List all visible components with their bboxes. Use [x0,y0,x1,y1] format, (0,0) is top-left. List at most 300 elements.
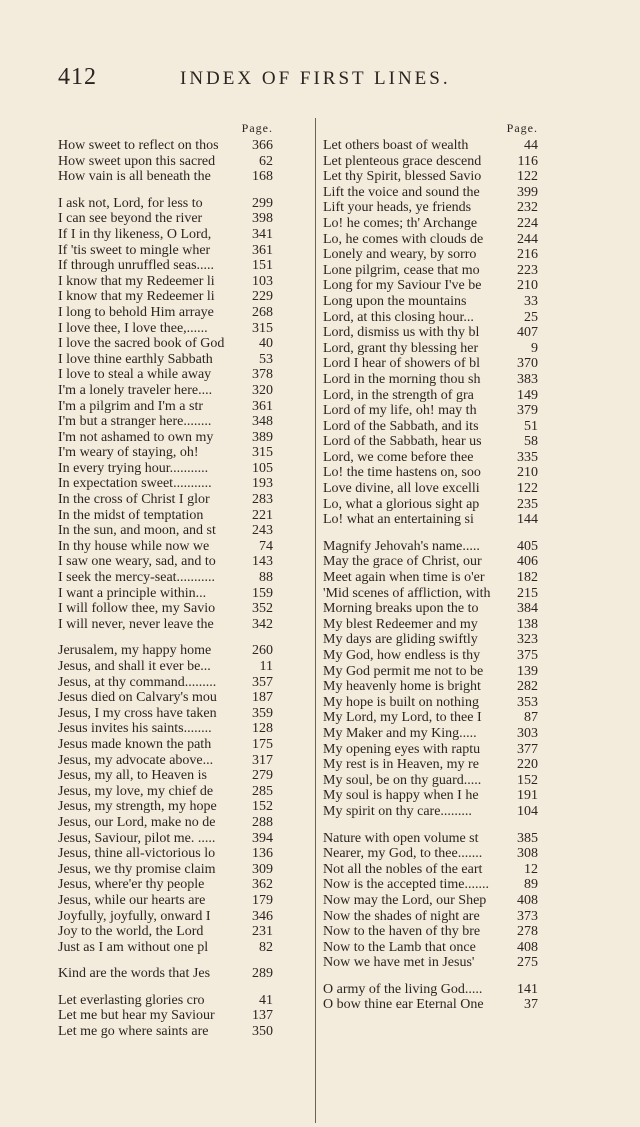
page-reference: 87 [524,710,538,726]
first-line-text: Lord of the Sabbath, and its [323,418,479,434]
index-entry [58,924,273,940]
index-entry [58,877,273,893]
index-entry [58,893,273,909]
first-line-text: Joyfully, joyfully, onward I [58,908,211,924]
first-line-text: Let plenteous grace descend [323,153,482,169]
first-line-text: My spirit on thy care......... [323,803,472,819]
index-entry [323,586,538,602]
page-reference: 315 [252,445,273,461]
page-reference: 51 [524,418,538,434]
page-reference: 379 [517,403,538,419]
page-reference: 283 [252,492,273,508]
letter-group [58,643,273,955]
index-entry [323,247,538,263]
first-line-text: Lord I hear of showers of bl [323,356,481,372]
page-reference: 187 [252,690,273,706]
page-reference: 394 [252,830,273,846]
index-entry [58,1024,273,1040]
first-line-text: Jesus, at thy command......... [58,674,217,690]
page-reference: 104 [517,803,538,819]
first-line-text: Lord, grant thy blessing her [323,340,479,356]
index-entry [323,169,538,185]
index-entry [323,955,538,971]
first-line-text: How sweet to reflect on thos [58,138,219,153]
first-line-text: Just as I am without one pl [58,939,209,955]
page-reference: 139 [517,663,538,679]
page-reference: 244 [517,231,538,247]
first-line-text: Let thy Spirit, blessed Savio [323,169,482,185]
first-line-text: My blest Redeemer and my [323,616,478,632]
index-entry [58,154,273,170]
page-reference: 182 [517,570,538,586]
page-reference: 25 [524,309,538,325]
index-entry [58,617,273,633]
first-line-text: Jesus, my strength, my hope [58,799,217,815]
page-reference: 221 [252,507,273,523]
page-reference: 373 [517,908,538,924]
page-reference: 353 [517,694,538,710]
index-entry [58,138,273,154]
first-line-text: My heavenly home is bright [323,679,481,695]
first-line-text: My Maker and my King..... [323,725,477,741]
page-reference: 320 [252,382,273,398]
page-reference: 11 [259,659,273,674]
first-line-text: Let me go where saints are [58,1024,209,1040]
page-reference: 385 [517,830,538,846]
page-reference: 268 [252,304,273,320]
first-line-text: I know that my Redeemer li [58,273,215,289]
index-entry [323,710,538,726]
first-line-text: Lord, we come before thee [323,449,474,465]
page-reference: 223 [517,262,538,278]
first-line-text: Jesus, my all, to Heaven is [58,768,207,784]
first-line-text: O bow thine ear Eternal One [323,997,484,1013]
page-reference: 303 [517,725,538,741]
first-line-text: In the sun, and moon, and st [58,523,216,539]
first-line-text: My rest is in Heaven, my re [323,757,479,773]
page-reference: 405 [517,538,538,554]
index-entry [58,274,273,290]
page-reference: 122 [517,481,538,497]
index-entry [323,434,538,450]
index-entry [58,554,273,570]
first-line-text: I'm but a stranger here........ [58,414,212,430]
first-line-text: Now to the Lamb that once [323,939,476,955]
index-entry [58,321,273,337]
page-reference: 152 [517,772,538,788]
page-reference: 275 [517,955,538,971]
first-line-text: My soul, be on thy guard..... [323,772,482,788]
page-reference: 12 [524,861,538,877]
first-line-text: Lo! what an entertaining si [323,512,474,528]
page-reference: 315 [252,320,273,336]
index-entry [58,169,273,185]
index-entry [58,862,273,878]
index-entry [323,924,538,940]
page-reference: 299 [252,195,273,211]
first-line-text: How vain is all beneath the [58,169,211,185]
index-entry [323,512,538,528]
first-line-text: Lord, dismiss us with thy bl [323,325,480,341]
page-reference: 175 [252,736,273,752]
index-entry [323,419,538,435]
first-line-text: In the midst of temptation [58,507,204,523]
first-line-text: Magnify Jehovah's name..... [323,538,480,554]
page-reference: 278 [517,924,538,940]
first-line-text: I ask not, Lord, for less to [58,195,203,211]
index-entry [323,138,538,154]
page-reference: 317 [252,752,273,768]
index-entry [58,799,273,815]
index-entry [58,196,273,212]
page-reference: 216 [517,247,538,263]
page-reference: 399 [517,184,538,200]
first-line-text: If 'tis sweet to mingle wher [58,242,211,258]
first-line-text: Not all the nobles of the eart [323,861,483,877]
page-reference: 377 [517,741,538,757]
index-entry [323,539,538,555]
index-entry [323,788,538,804]
column-divider [315,118,316,1123]
first-line-text: Let me but hear my Saviour [58,1008,215,1024]
page-reference: 62 [259,153,273,169]
page-reference: 285 [252,783,273,799]
page-reference: 375 [517,648,538,663]
first-line-text: I love the sacred book of God [58,336,225,352]
index-entry [323,601,538,617]
index-entry [58,399,273,415]
index-entry [58,461,273,477]
page-reference: 406 [517,554,538,570]
page-reference: 41 [259,992,273,1008]
first-line-text: I love thee, I love thee,...... [58,320,208,336]
page-reference: 159 [252,585,273,601]
first-line-text: I know that my Redeemer li [58,289,215,305]
page-reference: 366 [252,138,273,153]
letter-group [323,138,538,528]
first-line-text: I'm a lonely traveler here.... [58,382,213,398]
first-line-text: Jesus, while our hearts are [58,892,206,908]
first-line-text: My days are gliding swiftly [323,632,478,648]
page-reference: 74 [259,538,273,554]
page-reference: 378 [252,367,273,383]
first-line-text: In the cross of Christ I glor [58,492,210,508]
index-entry [58,831,273,847]
letter-group [323,831,538,971]
page-reference: 231 [252,924,273,940]
index-entry [323,450,538,466]
index-entry [58,570,273,586]
page-reference: 116 [517,153,538,169]
index-entry [58,367,273,383]
index-entry [323,664,538,680]
page-reference: 152 [252,799,273,815]
index-entry [323,388,538,404]
page-reference: 215 [517,585,538,601]
page-reference: 33 [524,293,538,309]
page-reference: 143 [252,554,273,570]
index-entry [323,278,538,294]
page-reference: 383 [517,371,538,387]
page-reference: 389 [252,429,273,445]
first-line-text: My God, how endless is thy [323,648,481,663]
first-line-text: I can see beyond the river [58,211,203,227]
page-number: 412 [58,64,97,90]
index-entry [323,356,538,372]
letter-group [58,966,273,982]
first-line-text: Now we have met in Jesus' [323,955,475,971]
first-line-text: I long to behold Him arraye [58,304,214,320]
page-reference: 384 [517,601,538,617]
index-entry [323,804,538,820]
first-line-text: My hope is built on nothing [323,694,479,710]
index-entry [323,877,538,893]
index-entry [323,632,538,648]
first-line-text: 'Mid scenes of affliction, with [323,585,491,601]
first-line-text: Nearer, my God, to thee....... [323,846,483,862]
first-line-text: May the grace of Christ, our [323,554,482,570]
first-line-text: Jesus, Saviour, pilot me. ..... [58,830,216,846]
index-entry [323,185,538,201]
page-reference: 128 [252,721,273,737]
first-line-text: In thy house while now we [58,538,210,554]
index-entry [323,679,538,695]
first-line-text: Jesus made known the path [58,736,212,752]
page-reference: 359 [252,705,273,721]
page-reference: 149 [517,387,538,403]
first-line-text: Morning breaks upon the to [323,601,479,617]
page-reference: 137 [252,1008,273,1024]
first-line-text: Lo! the time hastens on, soo [323,465,481,481]
index-entry [58,305,273,321]
page-reference: 408 [517,892,538,908]
first-line-text: Jesus, my advocate above... [58,752,214,768]
page-reference: 224 [517,215,538,231]
first-line-text: My God permit me not to be [323,663,484,679]
page-reference: 235 [517,496,538,512]
page-reference: 361 [252,398,273,414]
page-reference: 58 [524,434,538,450]
first-line-text: Lo, what a glorious sight ap [323,496,480,512]
index-entry [58,768,273,784]
first-line-text: I love thine earthly Sabbath [58,351,213,367]
page-reference: 229 [252,289,273,305]
index-entry [323,341,538,357]
first-line-text: In expectation sweet........... [58,476,212,492]
index-entry [58,706,273,722]
first-line-text: Now the shades of night are [323,908,480,924]
index-entry [58,753,273,769]
index-entry [58,721,273,737]
first-line-text: Lord of the Sabbath, hear us [323,434,482,450]
index-entry [58,966,273,982]
page-reference: 362 [252,877,273,893]
page-reference: 82 [259,939,273,955]
index-entry [58,523,273,539]
index-entry [58,909,273,925]
index-entry [58,846,273,862]
index-entry [58,414,273,430]
page-reference: 88 [259,570,273,586]
first-line-text: Jesus, our Lord, make no de [58,814,216,830]
first-line-text: I love to steal a while away [58,367,212,383]
page-reference: 289 [252,966,273,982]
page-reference: 136 [252,846,273,862]
page-reference: 37 [524,997,538,1013]
first-line-text: Lord of my life, oh! may th [323,403,477,419]
first-line-text: Long upon the mountains [323,293,467,309]
first-line-text: I will follow thee, my Savio [58,601,216,617]
first-line-text: Let everlasting glories cro [58,992,205,1008]
index-entry [323,310,538,326]
page-reference: 408 [517,939,538,955]
first-line-text: How sweet upon this sacred [58,153,216,169]
page-reference: 350 [252,1024,273,1040]
index-entry [323,325,538,341]
page-reference: 105 [252,460,273,476]
page-reference: 210 [517,278,538,294]
page-reference: 138 [517,616,538,632]
index-entry [58,586,273,602]
first-line-text: Let others boast of wealth [323,138,469,153]
column-heading: Page. [506,121,538,135]
page-reference: 346 [252,908,273,924]
page-reference: 179 [252,892,273,908]
index-entry [58,289,273,305]
index-entry [58,601,273,617]
index-entry [323,831,538,847]
first-line-text: I'm a pilgrim and I'm a str [58,398,204,414]
index-entry [58,784,273,800]
index-entry [58,940,273,956]
first-line-text: Lift your heads, ye friends [323,200,472,216]
page-reference: 144 [517,512,538,528]
index-entry [323,695,538,711]
first-line-text: Jesus, thine all-victorious lo [58,846,216,862]
index-entry [58,690,273,706]
index-entry [323,773,538,789]
index-entry [323,372,538,388]
first-line-text: Now is the accepted time....... [323,877,490,893]
letter-group [323,982,538,1013]
page-reference: 341 [252,226,273,242]
index-entry [323,997,538,1013]
first-line-text: Jesus, I my cross have taken [58,705,217,721]
index-entry [58,211,273,227]
first-line-text: If I in thy likeness, O Lord, [58,226,212,242]
index-entry [323,403,538,419]
page-reference: 9 [531,340,538,356]
page-reference: 243 [252,523,273,539]
page-reference: 309 [252,861,273,877]
page-reference: 335 [517,449,538,465]
first-line-text: Now may the Lord, our Shep [323,892,487,908]
page-reference: 210 [517,465,538,481]
first-line-text: Jesus, my love, my chief de [58,783,214,799]
page-reference: 282 [517,679,538,695]
column-heading: Page. [241,121,273,135]
first-line-text: My soul is happy when I he [323,788,479,804]
first-line-text: Lone pilgrim, cease that mo [323,262,480,278]
index-entry [58,336,273,352]
first-line-text: Jerusalem, my happy home [58,643,212,659]
first-line-text: I'm not ashamed to own my [58,429,214,445]
page-reference: 53 [259,351,273,367]
page-reference: 357 [252,674,273,690]
index-entry [323,893,538,909]
index-entry [323,617,538,633]
index-entry [323,742,538,758]
first-line-text: Lo, he comes with clouds de [323,231,484,247]
first-line-text: I'm weary of staying, oh! [58,445,199,461]
page-reference: 342 [252,616,273,632]
first-line-text: Joy to the world, the Lord [58,924,204,940]
index-entry [58,1008,273,1024]
index-entry [58,815,273,831]
first-line-text: Jesus died on Calvary's mou [58,690,217,706]
index-entry [323,909,538,925]
page-reference: 40 [259,336,273,352]
first-line-text: Lord, at this closing hour... [323,309,474,325]
first-line-text: O army of the living God..... [323,981,483,997]
index-entry [323,862,538,878]
first-line-text: In every trying hour........... [58,460,209,476]
first-line-text: Nature with open volume st [323,830,479,846]
letter-group [323,539,538,820]
index-entry [323,757,538,773]
page-reference: 141 [517,981,538,997]
index-entry [323,940,538,956]
index-entry [58,383,273,399]
index-entry [58,508,273,524]
index-entry [58,430,273,446]
first-line-text: My Lord, my Lord, to thee I [323,710,482,726]
first-line-text: Jesus, we thy promise claim [58,861,216,877]
page-reference: 288 [252,814,273,830]
page-reference: 193 [252,476,273,492]
page-reference: 168 [252,169,273,185]
page-reference: 122 [517,169,538,185]
first-line-text: Lord in the morning thou sh [323,371,481,387]
letter-group [58,196,273,633]
page-title: INDEX OF FIRST LINES. [180,68,451,89]
page-reference: 370 [517,356,538,372]
index-entry [323,263,538,279]
first-line-text: Jesus, where'er thy people [58,877,205,893]
page-reference: 232 [517,200,538,216]
page-reference: 191 [517,788,538,804]
index-entry [323,216,538,232]
index-column-left [58,118,273,1051]
index-entry [58,258,273,274]
first-line-text: Meet again when time is o'er [323,570,485,586]
index-entry [58,476,273,492]
page-reference: 348 [252,414,273,430]
page-reference: 323 [517,632,538,648]
first-line-text: I will never, never leave the [58,616,214,632]
page-reference: 361 [252,242,273,258]
first-line-text: Lord, in the strength of gra [323,387,474,403]
index-column-right [323,118,538,1024]
page-reference: 89 [524,877,538,893]
index-entry [58,675,273,691]
first-line-text: I want a principle within... [58,585,207,601]
index-entry [323,294,538,310]
index-entry [58,643,273,659]
index-entry [58,445,273,461]
letter-group [58,993,273,1040]
first-line-text: Now to the haven of thy bre [323,924,481,940]
